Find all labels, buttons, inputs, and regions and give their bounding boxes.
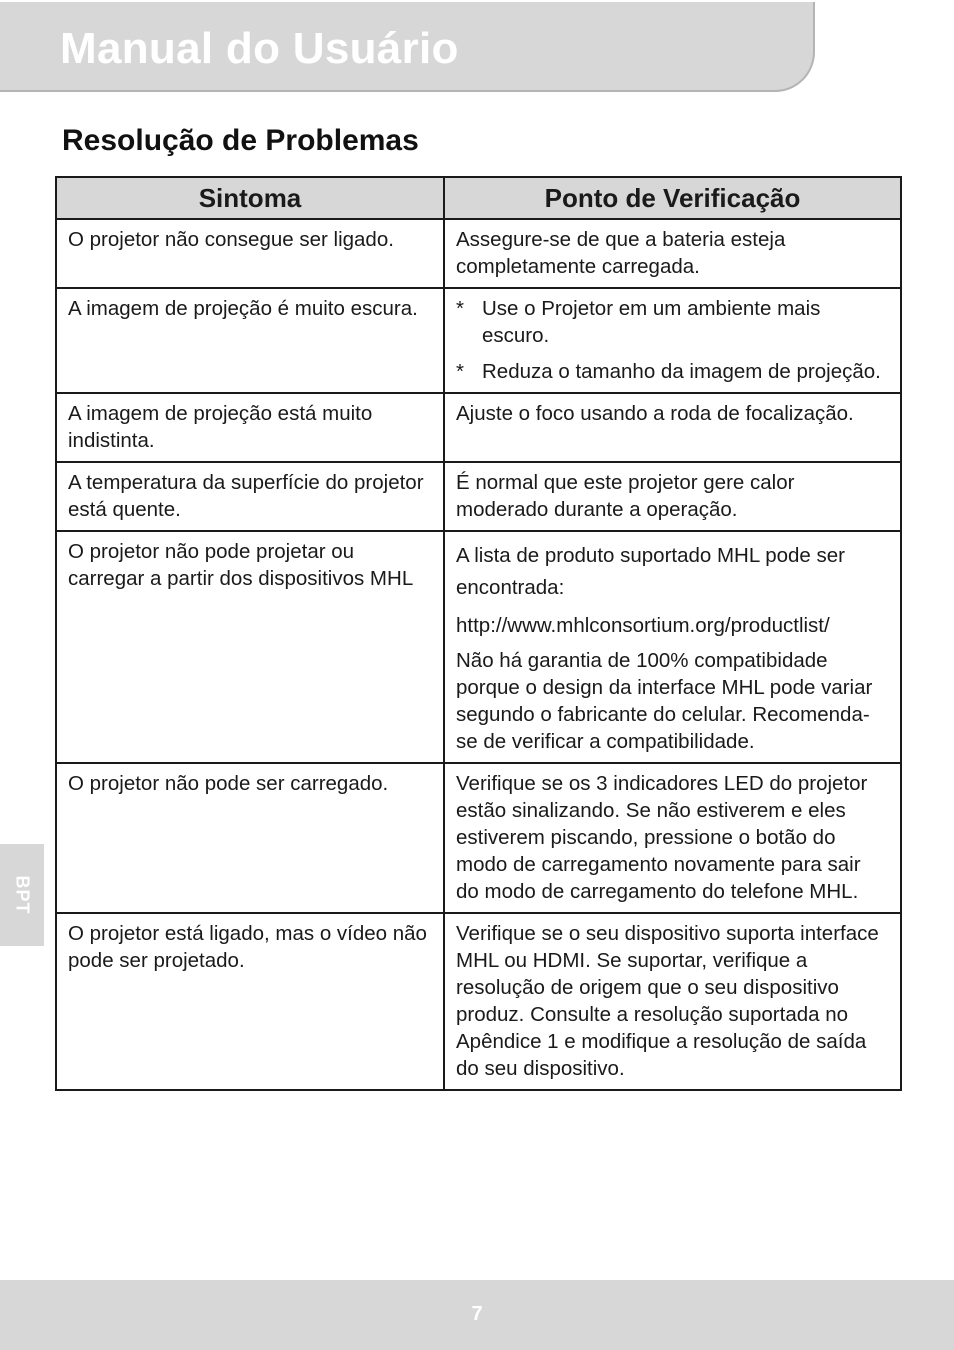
symptom-cell: O projetor não pode ser carregado.	[56, 763, 444, 913]
table-row	[56, 288, 901, 393]
symptom-cell: O projetor não consegue ser ligado.	[56, 219, 444, 288]
list-item-text: Reduza o tamanho da imagem de projeção.	[482, 360, 881, 383]
symptom-cell: A imagem de projeção é muito escura.	[56, 288, 444, 393]
symptom-cell: O projetor está ligado, mas o vídeo não pode ser projetado.	[56, 913, 444, 1090]
table-row	[56, 393, 901, 462]
header-band	[0, 2, 815, 92]
symptom-cell: O projetor não pode projetar ou carregar a partir dos dispositivos MHL	[56, 531, 444, 763]
compatibility-note: Não há garantia de 100% compatibidade porque o design da interface MHL pode variar segundo o fabricante do celular. Recomenda-se de verificar a compatibilidade.	[456, 649, 873, 753]
troubleshooting-table	[55, 176, 902, 1091]
symptom-cell: A imagem de projeção está muito indistinta.	[56, 393, 444, 462]
list-item-text: Use o Projetor em um ambiente mais escuro.	[482, 297, 821, 347]
checkpoint-cell	[444, 288, 901, 393]
column-header-checkpoint: Ponto de Verificação	[444, 177, 901, 219]
list-item	[456, 358, 889, 385]
mhl-url: http://www.mhlconsortium.org/productlist/	[456, 614, 830, 637]
table-row	[56, 913, 901, 1090]
checkpoint-cell	[444, 531, 901, 763]
language-code: BPT	[12, 875, 33, 915]
asterisk-bullet: *	[456, 360, 464, 383]
mhl-list-note: A lista de produto suportado MHL pode ser encontrada:	[456, 544, 845, 599]
column-header-symptom: Sintoma	[56, 177, 444, 219]
language-side-tab	[0, 844, 44, 946]
checkpoint-cell: Ajuste o foco usando a roda de focalização.	[444, 393, 901, 462]
manual-title: Manual do Usuário	[60, 24, 459, 73]
table-row	[56, 531, 901, 763]
symptom-cell: A temperatura da superfície do projetor está quente.	[56, 462, 444, 531]
section-title: Resolução de Problemas	[62, 124, 419, 157]
checkpoint-cell: É normal que este projetor gere calor moderado durante a operação.	[444, 462, 901, 531]
asterisk-bullet: *	[456, 297, 464, 320]
page-number: 7	[471, 1303, 483, 1325]
table-row	[56, 219, 901, 288]
checkpoint-cell: Verifique se os 3 indicadores LED do projetor estão sinalizando. Se não estiverem e eles estiverem piscando, pressione o botão do modo de carregamento novamente para sair do modo de carregamento do telefone MHL.	[444, 763, 901, 913]
checkpoint-cell: Verifique se o seu dispositivo suporta interface MHL ou HDMI. Se suportar, verifique a resolução de origem que o seu dispositivo produz. Consulte a resolução suportada no Apêndice 1 e modifique a resolução de saída do seu dispositivo.	[444, 913, 901, 1090]
table-row	[56, 462, 901, 531]
checkpoint-cell: Assegure-se de que a bateria esteja completamente carregada.	[444, 219, 901, 288]
list-item	[456, 295, 889, 349]
table-header-row	[56, 177, 901, 219]
table-row	[56, 763, 901, 913]
